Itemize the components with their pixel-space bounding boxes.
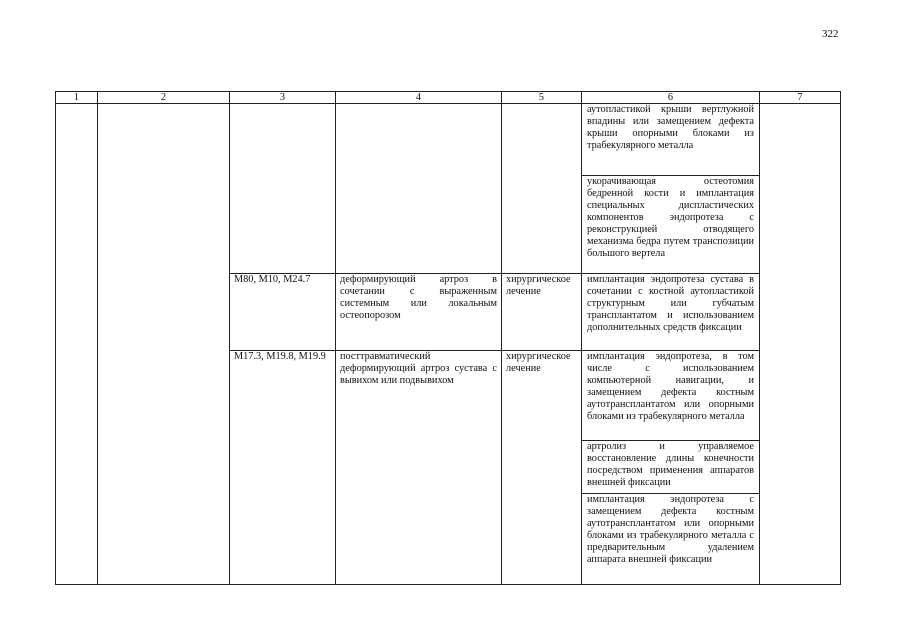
patient-model-cell: посттравматический деформирующий артроз сустава с вывихом или подвывихом — [336, 351, 502, 585]
treatment-type-cell: хирургическое лечение — [502, 351, 582, 585]
treatment-method-item: укорачивающая остеотомия бедренной кости и имплантация специальных диспластических компонентов эндопротеза с реконструкцией отводящего механизма бедра путем транспозиции большого вертела — [587, 176, 754, 259]
column-number: 7 — [760, 92, 841, 104]
column-number-row — [56, 92, 841, 104]
table-row — [56, 104, 841, 274]
treatment-type-cell: хирургическое лечение — [502, 274, 582, 351]
column-number: 6 — [582, 92, 760, 104]
icd-codes-cell: M17.3, M19.8, M19.9 — [230, 351, 336, 585]
column-number: 1 — [56, 92, 98, 104]
column-number: 4 — [336, 92, 502, 104]
treatment-method-item: имплантация эндопротеза сустава в сочетании с костной аутопластикой структурным или губчатым трансплантатом и использованием дополнительных средств фиксации — [587, 274, 754, 333]
medical-care-table — [55, 91, 841, 585]
treatment-method-item: имплантация эндопротеза с замещением дефекта костным аутотрансплантатом или опорными блоками из трабекулярного металла с предварительным удалением аппарата внешней фиксации — [587, 494, 754, 565]
column-number: 5 — [502, 92, 582, 104]
patient-model-cell — [336, 104, 502, 274]
cost-cell — [760, 104, 841, 585]
treatment-methods-cell — [582, 351, 760, 585]
group-number-cell — [56, 104, 98, 585]
column-number: 3 — [230, 92, 336, 104]
icd-codes-cell: M80, M10, M24.7 — [230, 274, 336, 351]
column-number: 2 — [98, 92, 230, 104]
treatment-method-item: имплантация эндопротеза, в том числе с использованием компьютерной навигации, и замещением дефекта костным аутотрансплантатом или опорными блоками из трабекулярного металла — [582, 351, 759, 441]
icd-codes-cell — [230, 104, 336, 274]
treatment-type-cell — [502, 104, 582, 274]
patient-model-cell: деформирующий артроз в сочетании с выраженным системным или локальным остеопорозом — [336, 274, 502, 351]
treatment-method-item: аутопластикой крыши вертлужной впадины или замещением дефекта крыши опорными блоками из трабекулярного металла — [582, 104, 759, 176]
treatment-method-item: артролиз и управляемое восстановление длины конечности посредством применения аппаратов внешней фиксации — [582, 441, 759, 494]
treatment-methods-cell — [582, 104, 760, 274]
vmp-type-cell — [98, 104, 230, 585]
page-number: 322 — [822, 28, 839, 40]
treatment-methods-cell — [582, 274, 760, 351]
